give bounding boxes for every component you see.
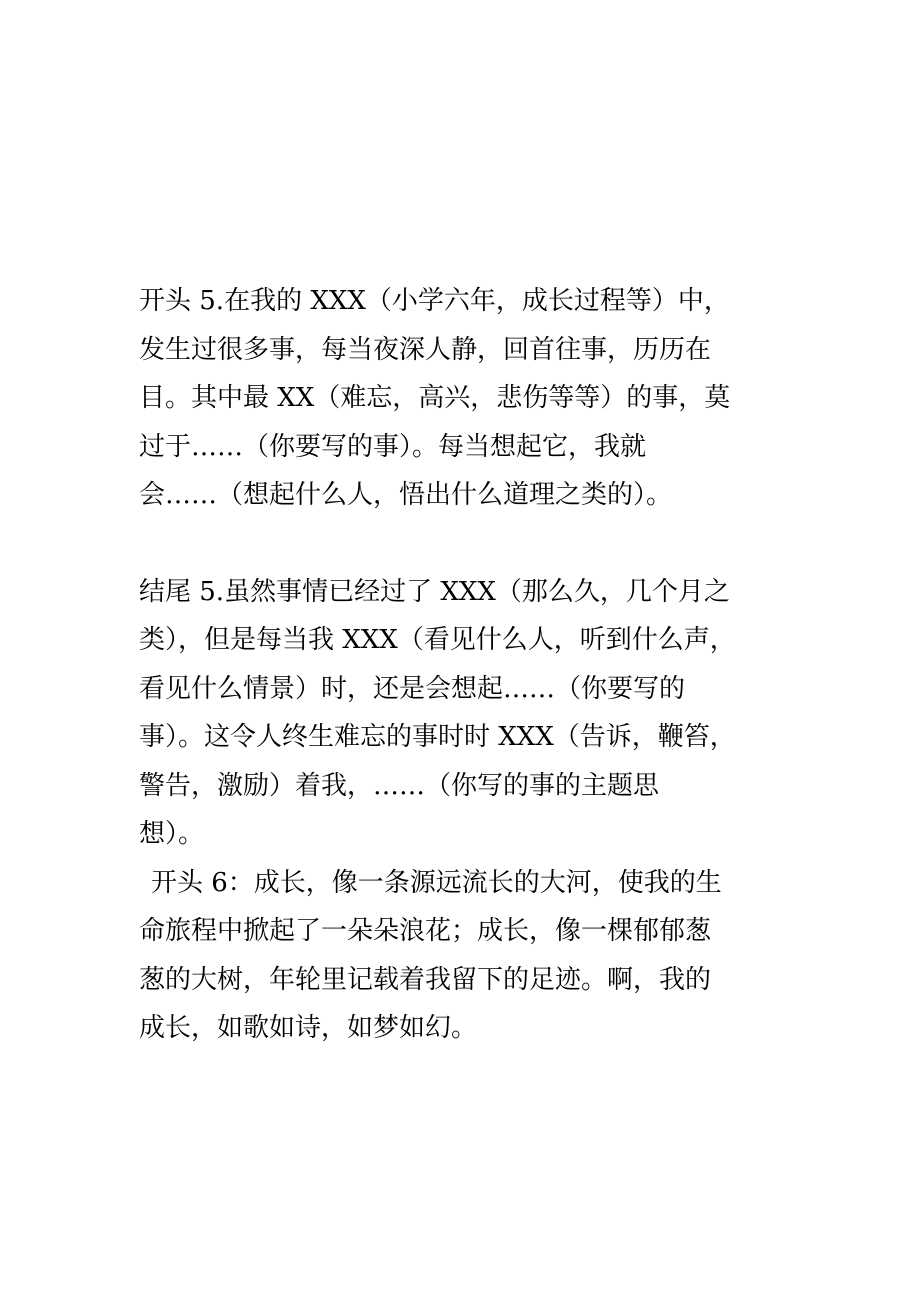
- paragraph-line: 发生过很多事，每当夜深人静，回首往事，历历在: [139, 334, 712, 365]
- paragraph-line: 过于……（你要写的事）。每当想起它，我就: [139, 431, 647, 462]
- paragraph-line: 想）。: [139, 819, 205, 849]
- paragraph-line: 葱的大树，年轮里记载着我留下的足迹。啊，我的: [139, 964, 712, 995]
- paragraph-spacer: [139, 520, 779, 568]
- paragraph-line: 警告，激励）着我，……（你写的事的主题思: [139, 770, 660, 801]
- paragraph-line: 成长，如歌如诗，如梦如幻。: [139, 1013, 478, 1043]
- paragraph-line: 目。其中最 XX（难忘，高兴，悲伤等等）的事，莫: [139, 383, 731, 413]
- paragraph-line: 事）。这令人终生难忘的事时时 XXX（告诉，鞭笞，: [139, 722, 736, 752]
- paragraph-line: 开头 6：成长，像一条源远流长的大河，使我的生: [151, 867, 722, 898]
- document-body: [139, 277, 779, 1053]
- paragraph-line: 命旅程中掀起了一朵朵浪花；成长，像一棵郁郁葱: [139, 916, 712, 946]
- paragraph-opening-5: [139, 277, 779, 520]
- paragraph-line: 会……（想起什么人，悟出什么道理之类的）。: [139, 480, 673, 510]
- paragraph-line: 看见什么情景）时，还是会想起……（你要写的: [139, 673, 686, 704]
- paragraph-ending-5: [139, 568, 779, 859]
- paragraph-line: 类），但是每当我 XXX（看见什么人，听到什么声，: [139, 625, 736, 655]
- paragraph-line: 开头 5.在我的 XXX（小学六年，成长过程等）中，: [139, 286, 730, 316]
- paragraph-opening-6: [139, 859, 779, 1053]
- paragraph-line: 结尾 5.虽然事情已经过了 XXX（那么久，几个月之: [139, 576, 730, 607]
